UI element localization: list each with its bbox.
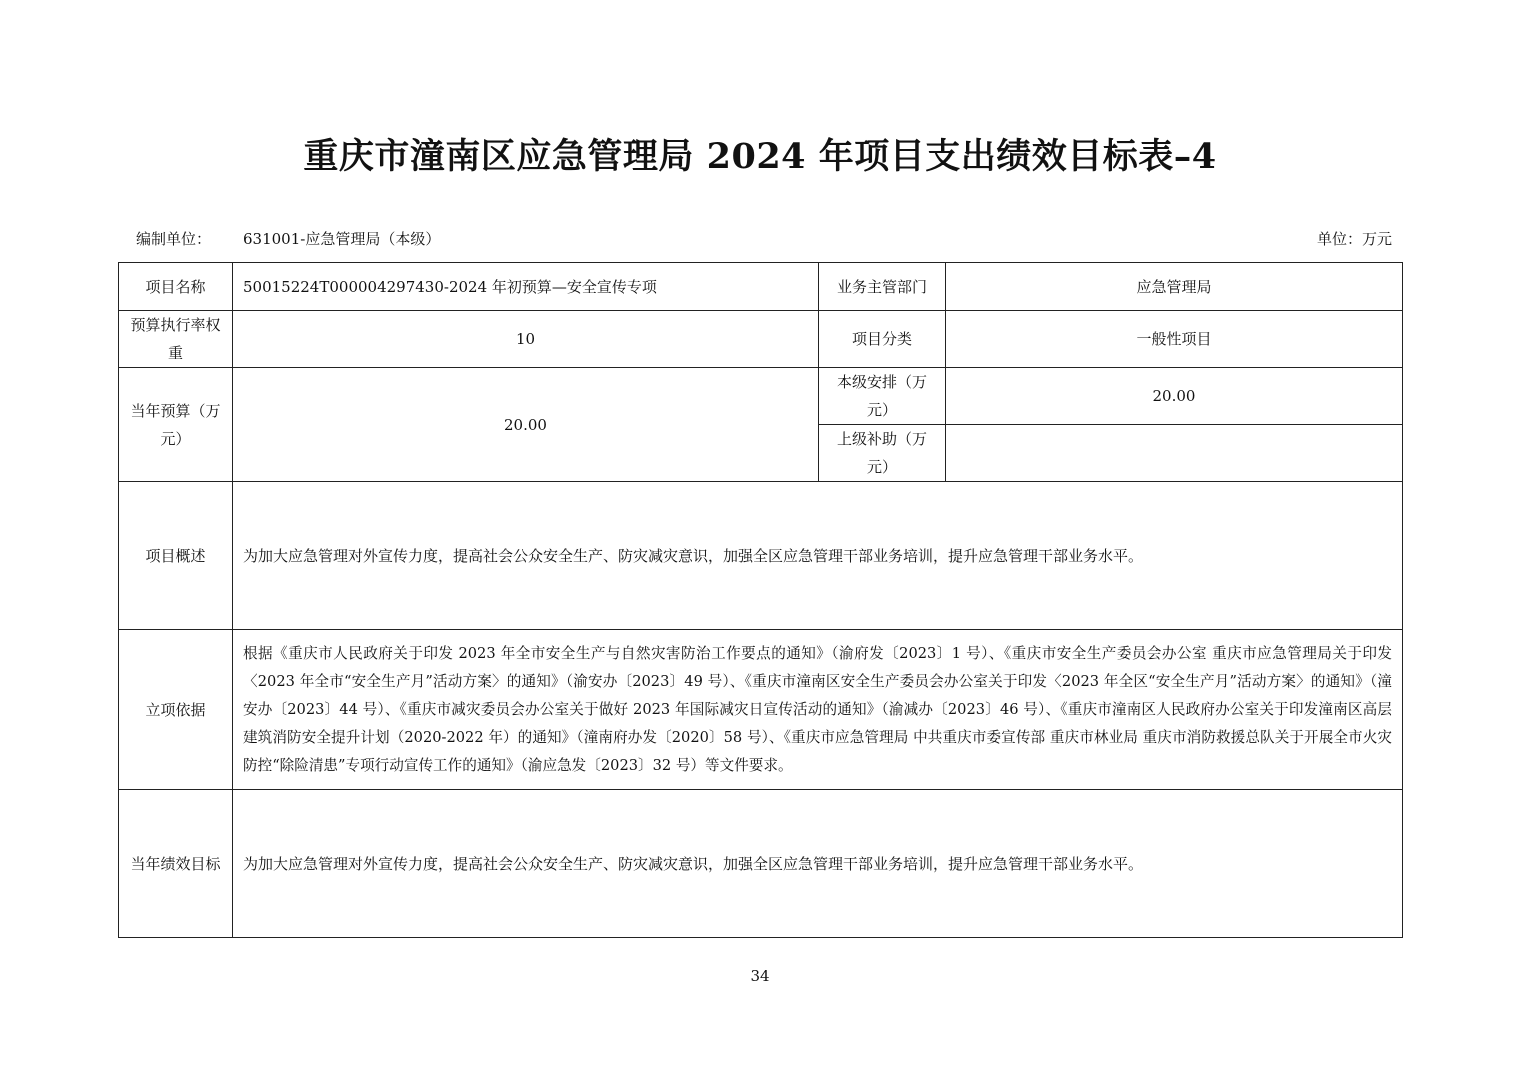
row-project-name [119, 263, 1403, 311]
dept-label: 业务主管部门 [819, 263, 946, 311]
row-exec-rate [119, 311, 1403, 368]
prepared-by-label: 编制单位： [136, 230, 212, 248]
superior-subsidy-label: 上级补助（万元） [819, 425, 946, 482]
performance-target-table [118, 262, 1403, 938]
page-number: 34 [750, 967, 770, 985]
basis-label: 立项依据 [119, 630, 233, 790]
goal-value: 为加大应急管理对外宣传力度，提高社会公众安全生产、防灾减灾意识，加强全区应急管理干部业务培训，提升应急管理干部业务水平。 [233, 790, 1403, 938]
exec-rate-label: 预算执行率权重 [119, 311, 233, 368]
overview-label: 项目概述 [119, 482, 233, 630]
annual-budget-value: 20.00 [233, 368, 819, 482]
local-arrangement-label: 本级安排（万元） [819, 368, 946, 425]
basis-value: 根据《重庆市人民政府关于印发 2023 年全市安全生产与自然灾害防治工作要点的通知》（渝府发〔2023〕1 号）、《重庆市安全生产委员会办公室 重庆市应急管理局关于印发〈2023 年全市“安全生产月”活动方案〉的通知》（渝安办〔2023〕49 号）、《重庆市潼南区安全生产委员会办公室关于印发〈2023 年全区“安全生产月”活动方案〉的通知》（潼安办〔2023〕44 号）、《重庆市减灾委员会办公室关于做好 2023 年国际减灾日宣传活动的通知》（渝减办〔2023〕46 号）、《重庆市潼南区人民政府办公室关于印发潼南区高层建筑消防安全提升计划（2020-2022 年）的通知》（潼南府办发〔2020〕58 号）、《重庆市应急管理局 中共重庆市委宣传部 重庆市林业局 重庆市消防救援总队关于开展全市火灾防控“除险清患”专项行动宣传工作的通知》（渝应急发〔2023〕32 号）等文件要求。 [233, 630, 1403, 790]
category-label: 项目分类 [819, 311, 946, 368]
project-name-label: 项目名称 [119, 263, 233, 311]
document-title: 重庆市潼南区应急管理局 2024 年项目支出绩效目标表–4 [303, 136, 1217, 177]
row-goal [119, 790, 1403, 938]
row-overview [119, 482, 1403, 630]
local-arrangement-value: 20.00 [946, 368, 1403, 425]
superior-subsidy-value [946, 425, 1403, 482]
prepared-by-value: 631001-应急管理局（本级） [243, 230, 441, 248]
overview-value: 为加大应急管理对外宣传力度，提高社会公众安全生产、防灾减灾意识，加强全区应急管理干部业务培训，提升应急管理干部业务水平。 [233, 482, 1403, 630]
project-name-value: 50015224T000004297430-2024 年初预算—安全宣传专项 [233, 263, 819, 311]
unit-label: 单位：万元 [1316, 230, 1392, 248]
annual-budget-label: 当年预算（万元） [119, 368, 233, 482]
row-budget-local [119, 368, 1403, 425]
category-value: 一般性项目 [946, 311, 1403, 368]
dept-value: 应急管理局 [946, 263, 1403, 311]
goal-label: 当年绩效目标 [119, 790, 233, 938]
row-basis [119, 630, 1403, 790]
exec-rate-value: 10 [233, 311, 819, 368]
